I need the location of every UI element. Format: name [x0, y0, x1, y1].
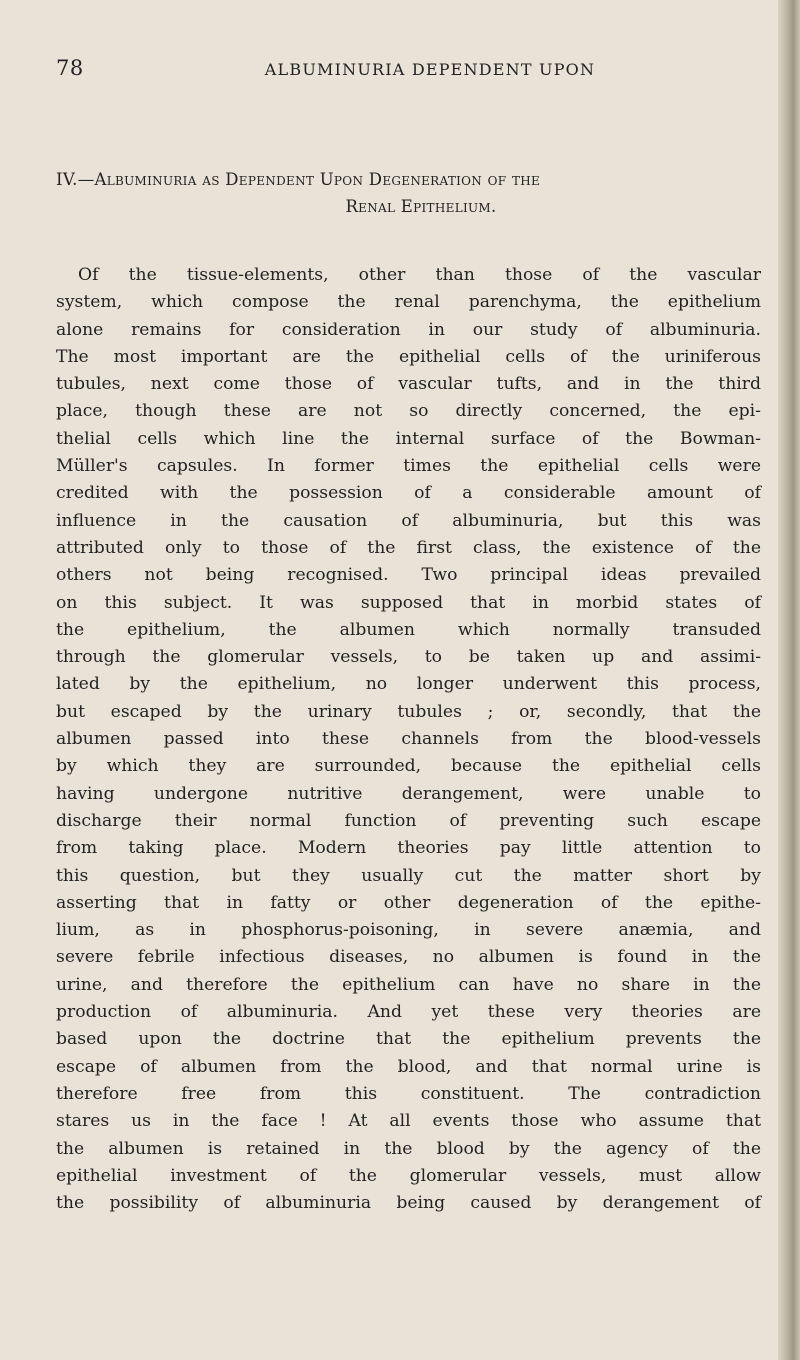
- text-line: this question, but they usually cut the matter short by: [56, 865, 761, 886]
- running-title: ALBUMINURIA DEPENDENT UPON: [264, 60, 596, 79]
- text-line: influence in the causation of albuminuria, but this was: [56, 510, 761, 531]
- text-line: from taking place. Modern theories pay little attention to: [56, 838, 761, 859]
- text-line: based upon the doctrine that the epithelium prevents the: [56, 1029, 761, 1050]
- text-line: discharge their normal function of preventing such escape: [56, 810, 761, 831]
- text-line: but escaped by the urinary tubules ; or, secondly, that the: [56, 701, 761, 722]
- text-line: albumen passed into these channels from the blood-vessels: [56, 729, 761, 750]
- text-line: tubules, next come those of vascular tufts, and in the third: [56, 374, 761, 395]
- text-line: production of albuminuria. And yet these very theories are: [56, 1002, 761, 1023]
- text-line: severe febrile infectious diseases, no albumen is found in the: [56, 947, 761, 968]
- section-heading: [56, 166, 756, 220]
- text-line: Müller's capsules. In former times the epithelial cells were: [56, 456, 761, 477]
- section-heading-line-2: Renal Epithelium.: [345, 197, 497, 216]
- text-line: the epithelium, the albumen which normally transuded: [56, 619, 761, 640]
- text-line: thelial cells which line the internal surface of the Bowman-: [56, 428, 761, 449]
- text-line: lium, as in phosphorus-poisoning, in severe anæmia, and: [56, 920, 761, 941]
- text-line: by which they are surrounded, because the epithelial cells: [56, 756, 761, 777]
- text-line: having undergone nutritive derangement, were unable to: [56, 783, 761, 804]
- text-line: on this subject. It was supposed that in morbid states of: [56, 592, 761, 613]
- text-line: credited with the possession of a considerable amount of: [56, 483, 761, 504]
- text-line: the possibility of albuminuria being caused by derangement of: [56, 1193, 761, 1214]
- text-line: urine, and therefore the epithelium can have no share in the: [56, 974, 761, 995]
- text-line: lated by the epithelium, no longer underwent this process,: [56, 674, 761, 695]
- text-line: Of the tissue-elements, other than those of the vascular: [78, 265, 761, 285]
- text-line: therefore free from this constituent. The contradiction: [56, 1083, 761, 1104]
- page-binding-edge: [778, 0, 800, 1360]
- text-line: the albumen is retained in the blood by the agency of the: [56, 1138, 761, 1159]
- text-line: place, though these are not so directly concerned, the epi-: [56, 401, 761, 422]
- text-line: alone remains for consideration in our study of albuminuria.: [56, 319, 761, 340]
- text-line: The most important are the epithelial cells of the uriniferous: [56, 346, 761, 367]
- text-line: asserting that in fatty or other degeneration of the epithe-: [56, 892, 761, 913]
- text-line: escape of albumen from the blood, and that normal urine is: [56, 1056, 761, 1077]
- text-line: epithelial investment of the glomerular vessels, must allow: [56, 1165, 761, 1186]
- text-line: system, which compose the renal parenchyma, the epithelium: [56, 292, 761, 313]
- text-line: stares us in the face ! At all events those who assume that: [56, 1111, 761, 1132]
- page-number: 78: [56, 56, 84, 80]
- text-line: attributed only to those of the first class, the existence of the: [56, 537, 761, 558]
- section-heading-line-1: IV.—Albuminuria as Dependent Upon Degeneration of the: [56, 170, 541, 189]
- body-paragraph: [56, 262, 761, 1217]
- text-line: others not being recognised. Two principal ideas prevailed: [56, 565, 761, 586]
- text-line: through the glomerular vessels, to be taken up and assimi-: [56, 647, 761, 668]
